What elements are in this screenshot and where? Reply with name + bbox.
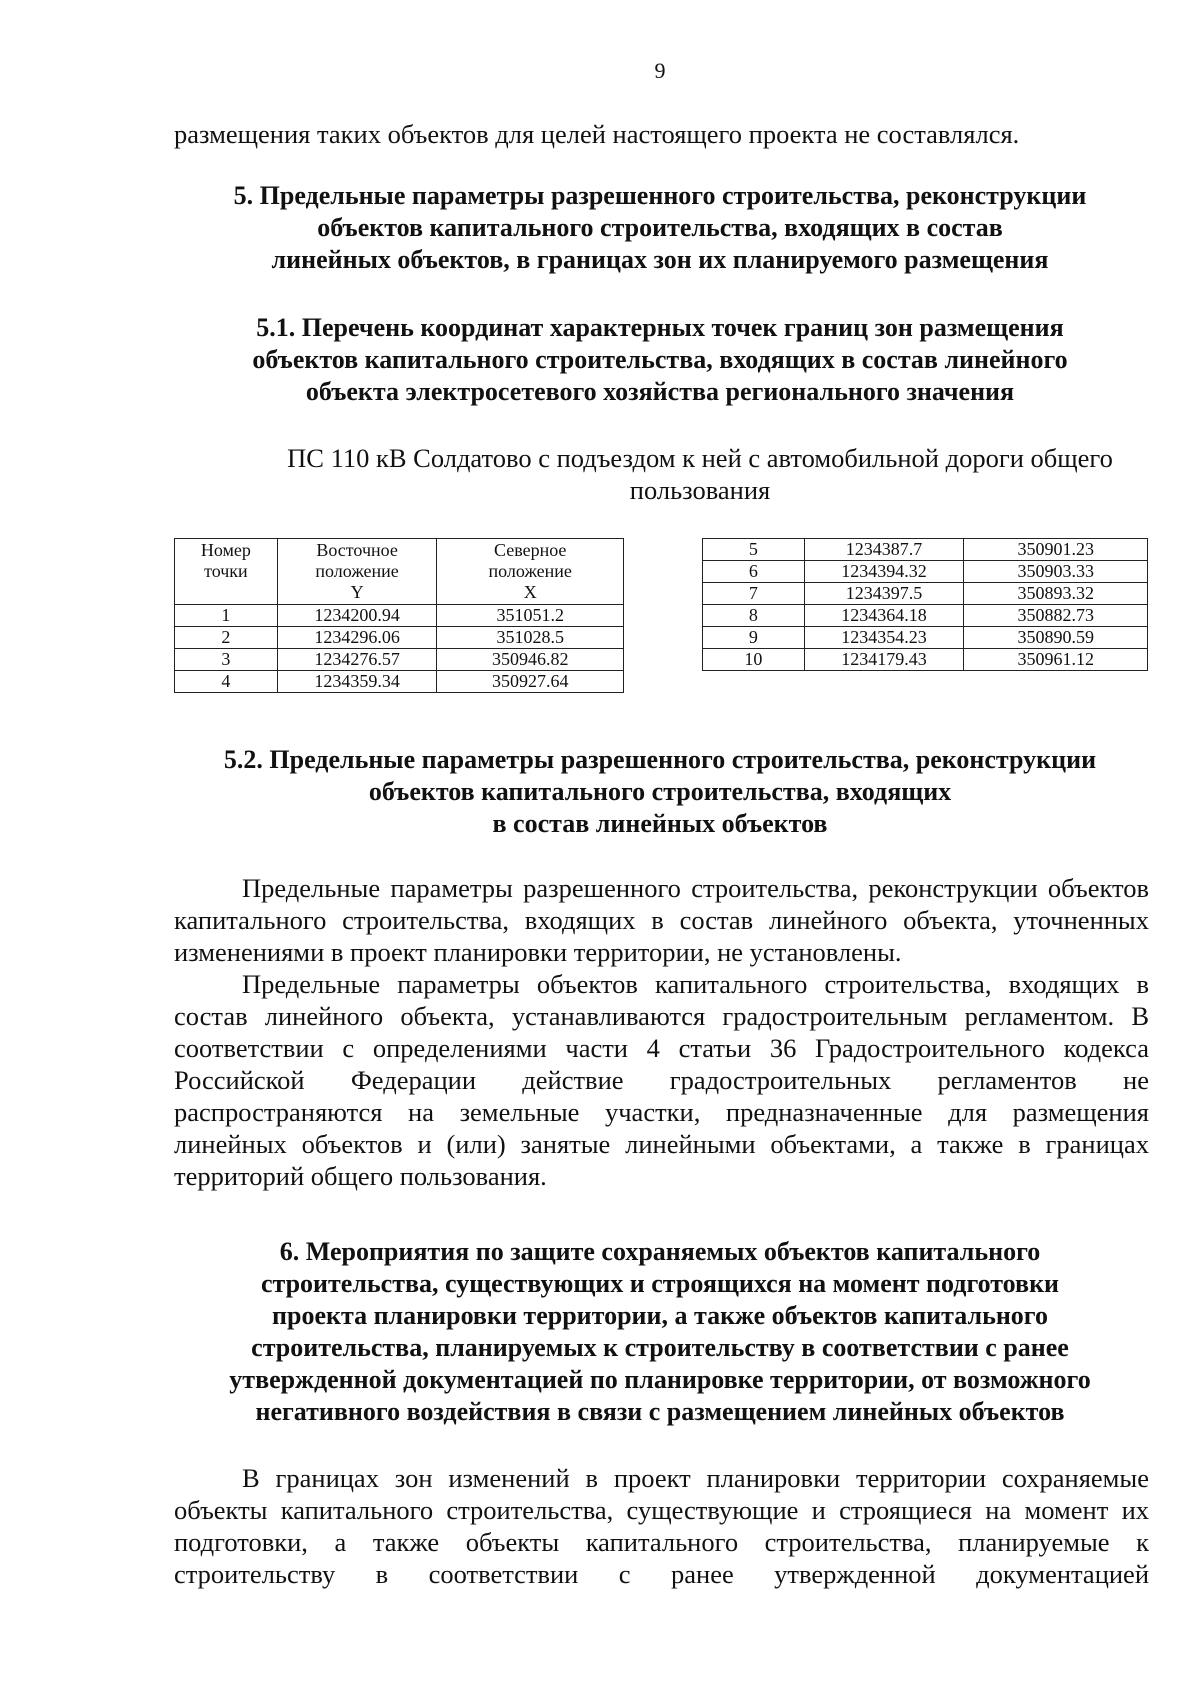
section-5-1-heading	[150, 312, 1170, 408]
cell-y: 1234359.34	[277, 671, 437, 693]
section-6-line: 6. Мероприятия по защите сохраняемых объектов капитального	[279, 1237, 1041, 1266]
cell-point: 5	[703, 539, 805, 561]
cell-point: 6	[703, 561, 805, 583]
cell-x: 350901.23	[964, 539, 1148, 561]
cell-y: 1234296.06	[277, 627, 437, 649]
section-5-2-line: в состав линейных объектов	[492, 809, 828, 838]
cell-point: 1	[175, 605, 278, 627]
table-row	[703, 583, 1148, 605]
cell-x: 351051.2	[437, 605, 624, 627]
cell-x: 350882.73	[964, 605, 1148, 627]
page-number: 9	[654, 58, 666, 83]
header-north-x: Северное положение X	[437, 539, 624, 605]
paragraph-3: В границах зон изменений в проект планировки территории сохраняемые объекты капитального строительства, существующие и строящиеся на момент их подготовки, а также объекты капитального строительства, планируемые к строительству в соответствии с ранее утвержденной документацией	[174, 1463, 1149, 1589]
cell-y: 1234276.57	[277, 649, 437, 671]
cell-point: 3	[175, 649, 278, 671]
table-header-row	[175, 539, 624, 605]
section-5-line: линейных объектов, в границах зон их планируемого размещения	[271, 245, 1049, 274]
cell-x: 350961.12	[964, 649, 1148, 671]
cell-point: 9	[703, 627, 805, 649]
header-east-y: Восточное положение Y	[277, 539, 437, 605]
section-6-line: утвержденной документацией по планировке территории, от возможного	[229, 1365, 1091, 1394]
object-title	[240, 442, 1160, 506]
section-6-line: проекта планировки территории, а также объектов капитального	[272, 1301, 1048, 1330]
table-row	[175, 671, 624, 693]
cell-x: 350893.32	[964, 583, 1148, 605]
table-row	[703, 605, 1148, 627]
table-row	[703, 539, 1148, 561]
cell-x: 350946.82	[437, 649, 624, 671]
cell-point: 8	[703, 605, 805, 627]
cell-y: 1234387.7	[804, 539, 964, 561]
coords-table-left	[174, 538, 624, 693]
cell-x: 350903.33	[964, 561, 1148, 583]
cell-y: 1234364.18	[804, 605, 964, 627]
intro-line: размещения таких объектов для целей настоящего проекта не составлялся.	[174, 119, 1020, 149]
table-row	[175, 627, 624, 649]
cell-y: 1234179.43	[804, 649, 964, 671]
paragraph-1: Предельные параметры разрешенного строительства, реконструкции объектов капитального строительства, входящих в состав линейного объекта, уточненных изменениями в проект планировки территории, не установлены.	[174, 873, 1149, 967]
cell-x: 350927.64	[437, 671, 624, 693]
cell-point: 4	[175, 671, 278, 693]
table-row	[175, 649, 624, 671]
paragraph-2: Предельные параметры объектов капитального строительства, входящих в состав линейного объекта, устанавливаются градостроительным регламентом. В соответствии с определениями части 4 статьи 36 Градостроительного кодекса Российской Федерации действие градостроительных регламентов не распространяются на земельные участки, предназначенные для размещения линейных объектов и (или) занятые линейными объектами, а также в границах территорий общего пользования.	[174, 969, 1149, 1191]
table-row	[703, 561, 1148, 583]
cell-y: 1234397.5	[804, 583, 964, 605]
section-6-line: строительства, планируемых к строительству в соответствии с ранее	[251, 1333, 1069, 1362]
cell-x: 351028.5	[437, 627, 624, 649]
cell-y: 1234354.23	[804, 627, 964, 649]
section-6-line: строительства, существующих и строящихся на момент подготовки	[260, 1269, 1060, 1298]
coords-table-right	[702, 538, 1148, 671]
section-6-line: негативного воздействия в связи с размещением линейных объектов	[255, 1397, 1065, 1426]
section-5-heading	[150, 180, 1170, 276]
object-title-line-1: ПС 110 кВ Солдатово с подъездом к ней с автомобильной дороги общего	[287, 443, 1113, 473]
section-5-line: 5. Предельные параметры разрешенного строительства, реконструкции	[233, 181, 1087, 210]
cell-point: 7	[703, 583, 805, 605]
section-5-1-line: 5.1. Перечень координат характерных точек границ зон размещения	[256, 313, 1064, 342]
cell-point: 10	[703, 649, 805, 671]
cell-y: 1234200.94	[277, 605, 437, 627]
table-row	[175, 605, 624, 627]
section-5-2-line: объектов капитального строительства, входящих	[368, 777, 952, 806]
cell-x: 350890.59	[964, 627, 1148, 649]
section-5-1-line: объектов капитального строительства, входящих в состав линейного	[252, 345, 1068, 374]
section-6-heading	[150, 1236, 1170, 1428]
section-5-line: объектов капитального строительства, входящих в состав	[317, 213, 1003, 242]
object-title-line-2: пользования	[629, 475, 771, 505]
cell-point: 2	[175, 627, 278, 649]
table-row	[703, 627, 1148, 649]
cell-y: 1234394.32	[804, 561, 964, 583]
table-row	[703, 649, 1148, 671]
section-5-1-line: объекта электросетевого хозяйства регионального значения	[305, 377, 1015, 406]
section-5-2-line: 5.2. Предельные параметры разрешенного строительства, реконструкции	[223, 745, 1097, 774]
header-point-number: Номер точки	[175, 539, 278, 605]
section-5-2-heading	[150, 744, 1170, 840]
